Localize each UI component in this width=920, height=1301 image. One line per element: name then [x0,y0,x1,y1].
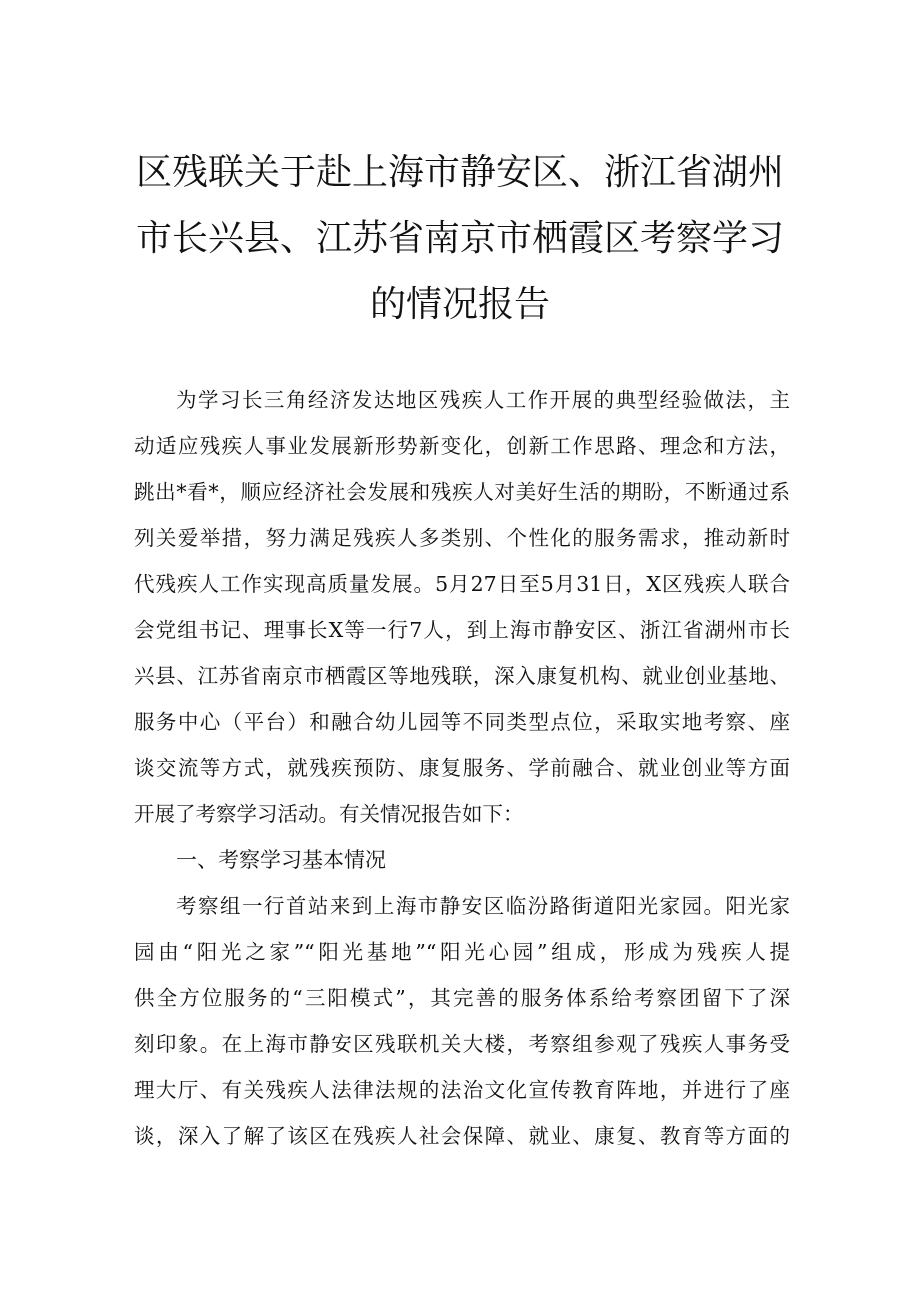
section-heading: 一、考察学习基本情况 [176,848,386,872]
paragraph-line: 跳出*看*，顺应经济社会发展和残疾人对美好生活的期盼，不断通过系 [134,480,790,504]
paragraph-line: 理大厅、有关残疾人法律法规的法治文化宣传教育阵地，并进行了座 [134,1078,790,1102]
paragraph-line: 考察组一行首站来到上海市静安区临汾路街道阳光家园。阳光家 [176,894,790,918]
paragraph-line: 刻印象。在上海市静安区残联机关大楼，考察组参观了残疾人事务受 [134,1032,790,1056]
paragraph-line: 动适应残疾人事业发展新形势新变化，创新工作思路、理念和方法， [134,434,790,458]
paragraph-line: 谈交流等方式，就残疾预防、康复服务、学前融合、就业创业等方面 [134,756,790,780]
paragraph-intro [134,377,790,837]
paragraph-line: 谈，深入了解了该区在残疾人社会保障、就业、康复、教育等方面的 [134,1124,790,1148]
paragraph-line: 为学习长三角经济发达地区残疾人工作开展的典型经验做法，主 [176,388,790,412]
paragraph-line: 开展了考察学习活动。有关情况报告如下： [134,802,524,826]
paragraph-section1 [134,883,790,1159]
title-line: 市长兴县、江苏省南京市栖霞区考察学习 [135,218,784,259]
document-title [120,140,800,338]
paragraph-line: 供全方位服务的“三阳模式”，其完善的服务体系给考察团留下了深 [134,986,790,1010]
paragraph-line: 会党组书记、理事长X等一行7人，到上海市静安区、浙江省湖州市长 [134,618,790,642]
title-line: 区残联关于赴上海市静安区、浙江省湖州 [135,152,784,193]
paragraph-line: 兴县、江苏省南京市栖霞区等地残联，深入康复机构、就业创业基地、 [134,664,790,688]
paragraph-line: 服务中心（平台）和融合幼儿园等不同类型点位，采取实地考察、座 [134,710,790,734]
paragraph-line: 代残疾人工作实现高质量发展。5月27日至5月31日，X区残疾人联合 [134,572,790,596]
document-body [134,377,790,1159]
title-line: 的情况报告 [369,284,550,325]
paragraph-line: 园由“阳光之家”“阳光基地”“阳光心园”组成，形成为残疾人提 [134,940,790,964]
paragraph-line: 列关爱举措，努力满足残疾人多类别、个性化的服务需求，推动新时 [134,526,790,550]
